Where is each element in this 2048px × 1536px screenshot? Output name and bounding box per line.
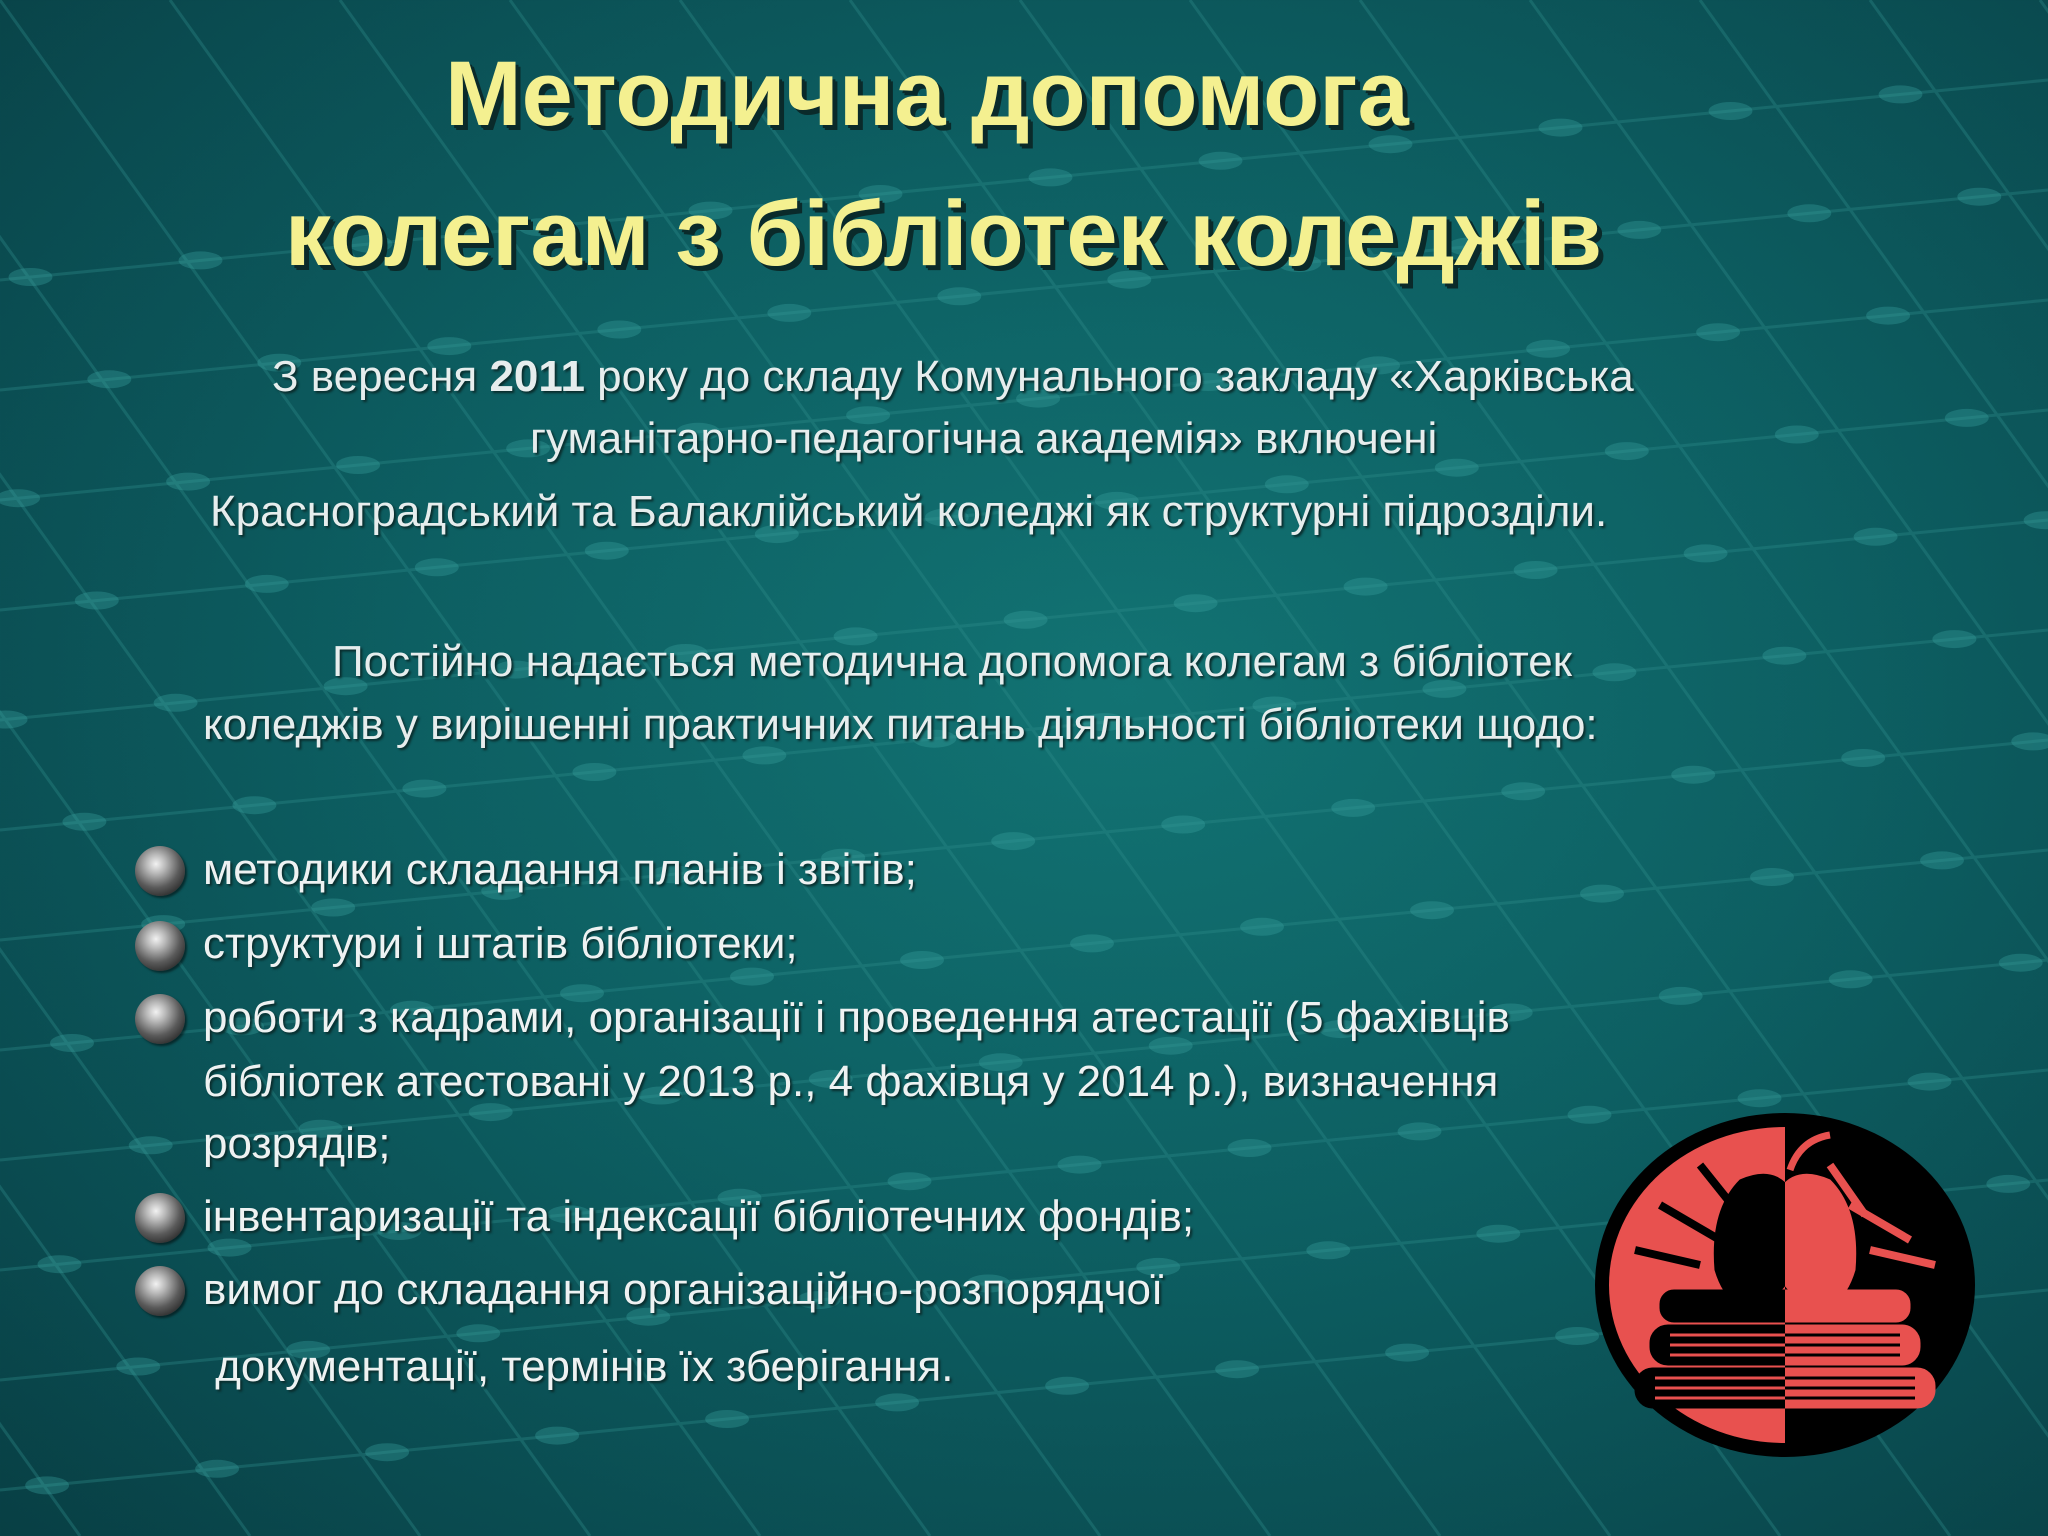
background-dot [1659, 987, 1703, 1005]
background-dot [245, 575, 289, 593]
background-dot [38, 1255, 82, 1273]
support-line-2: коледжів у вирішенні практичних питань діяльності бібліотеки щодо: [203, 700, 1598, 749]
background-dot [365, 1443, 409, 1461]
background-dot [166, 473, 210, 491]
background-dot [336, 456, 380, 474]
background-dot [1045, 1377, 1089, 1395]
background-dot [1829, 970, 1873, 988]
background-dot [1671, 766, 1715, 784]
background-dot [1410, 901, 1454, 919]
list-item: методики складання планів і звітів; [203, 845, 917, 894]
background-dot [1605, 442, 1649, 460]
background-dot [1738, 1089, 1782, 1107]
background-dot [1306, 1241, 1350, 1259]
background-dot [154, 694, 198, 712]
slide-title-line-2: колегам з бібліотек коледжів [285, 183, 1603, 285]
background-dot [1999, 954, 2043, 972]
sphere-bullet-icon [135, 921, 185, 971]
background-dot [50, 1034, 94, 1052]
background-dot [937, 287, 981, 305]
background-dot [1331, 799, 1375, 817]
background-dot [402, 780, 446, 798]
background-dot [87, 370, 131, 388]
intro-line-2: гуманітарно-педагогічна академія» включені [530, 414, 1438, 463]
sphere-bullet-icon [135, 846, 185, 896]
background-dot [1161, 816, 1205, 834]
sphere-bullet-icon [135, 1266, 185, 1316]
background-dot [742, 746, 786, 764]
list-item-continuation: розрядів; [203, 1119, 391, 1168]
background-dot [1945, 409, 1989, 427]
background-dot [1986, 1175, 2030, 1193]
background-dot [1920, 851, 1964, 869]
background-dot [1592, 663, 1636, 681]
background-dot [1908, 1073, 1952, 1091]
list-item: роботи з кадрами, організації і проведення атестації (5 фахівців [203, 993, 1510, 1042]
intro-line-3: Красноградський та Балаклійський коледжі як структурні підрозділи. [210, 487, 1608, 536]
background-dot [1385, 1344, 1429, 1362]
intro-line-1 [272, 352, 1634, 401]
background-dot [572, 763, 616, 781]
background-dot [535, 1427, 579, 1445]
background-dot [9, 268, 53, 286]
list-item: інвентаризації та індексації бібліотечних фондів; [203, 1192, 1195, 1241]
background-dot [1435, 459, 1479, 477]
background-dot [705, 1410, 749, 1428]
background-dot [1476, 1225, 1520, 1243]
background-dot [1514, 561, 1558, 579]
sphere-bullet-icon [135, 1193, 185, 1243]
apple-on-books-icon [1590, 1110, 1980, 1460]
slide-title-line-1: Методична допомога [445, 43, 1409, 145]
background-dot [62, 813, 106, 831]
intro-line-1-prefix: З вересня [272, 352, 490, 401]
list-item-continuation: бібліотек атестовані у 2013 р., 4 фахівця у 2014 р.), визначення [203, 1057, 1499, 1106]
background-dot [585, 542, 629, 560]
background-dot [900, 951, 944, 969]
background-dot [991, 832, 1035, 850]
support-line-1: Постійно надається методична допомога колегам з бібліотек [332, 637, 1572, 686]
sphere-bullet-icon [135, 994, 185, 1044]
background-dot [1070, 934, 1114, 952]
background-dot [415, 558, 459, 576]
background-dot [1762, 647, 1806, 665]
background-dot [1696, 323, 1740, 341]
intro-line-1-suffix: року до складу Комунального закладу «Харківська [584, 352, 1634, 401]
background-dot [1750, 868, 1794, 886]
background-dot [1501, 782, 1545, 800]
background-dot [1240, 918, 1284, 936]
background-dot [1398, 1122, 1442, 1140]
background-dot [1174, 594, 1218, 612]
background-dot [1058, 1156, 1102, 1174]
background-dot [1215, 1360, 1259, 1378]
background-dot [179, 251, 223, 269]
background-dot [129, 1136, 173, 1154]
background-dot [116, 1358, 160, 1376]
background-dot [195, 1460, 239, 1478]
intro-year: 2011 [489, 352, 585, 401]
list-item-continuation: документації, термінів їх зберігання. [203, 1342, 954, 1391]
background-dot [0, 489, 40, 507]
background-dot [1866, 307, 1910, 325]
background-dot [2024, 511, 2048, 529]
background-dot [75, 592, 119, 610]
list-item: структури і штатів бібліотеки; [203, 919, 798, 968]
background-dot [1841, 749, 1885, 767]
list-item: вимог до складання організаційно-розпорядчої [203, 1265, 1164, 1314]
background-dot [1344, 578, 1388, 596]
background-dot [1228, 1139, 1272, 1157]
background-dot [1932, 630, 1976, 648]
background-dot [1580, 885, 1624, 903]
background-dot [767, 304, 811, 322]
background-dot [232, 796, 276, 814]
background-dot [1775, 426, 1819, 444]
background-dot [1684, 544, 1728, 562]
background-dot [1199, 152, 1243, 170]
background-dot [2011, 732, 2048, 750]
background-dot [0, 711, 28, 729]
background-dot [597, 321, 641, 339]
background-dot [25, 1476, 69, 1494]
background-dot [1004, 611, 1048, 629]
background-dot [1854, 528, 1898, 546]
